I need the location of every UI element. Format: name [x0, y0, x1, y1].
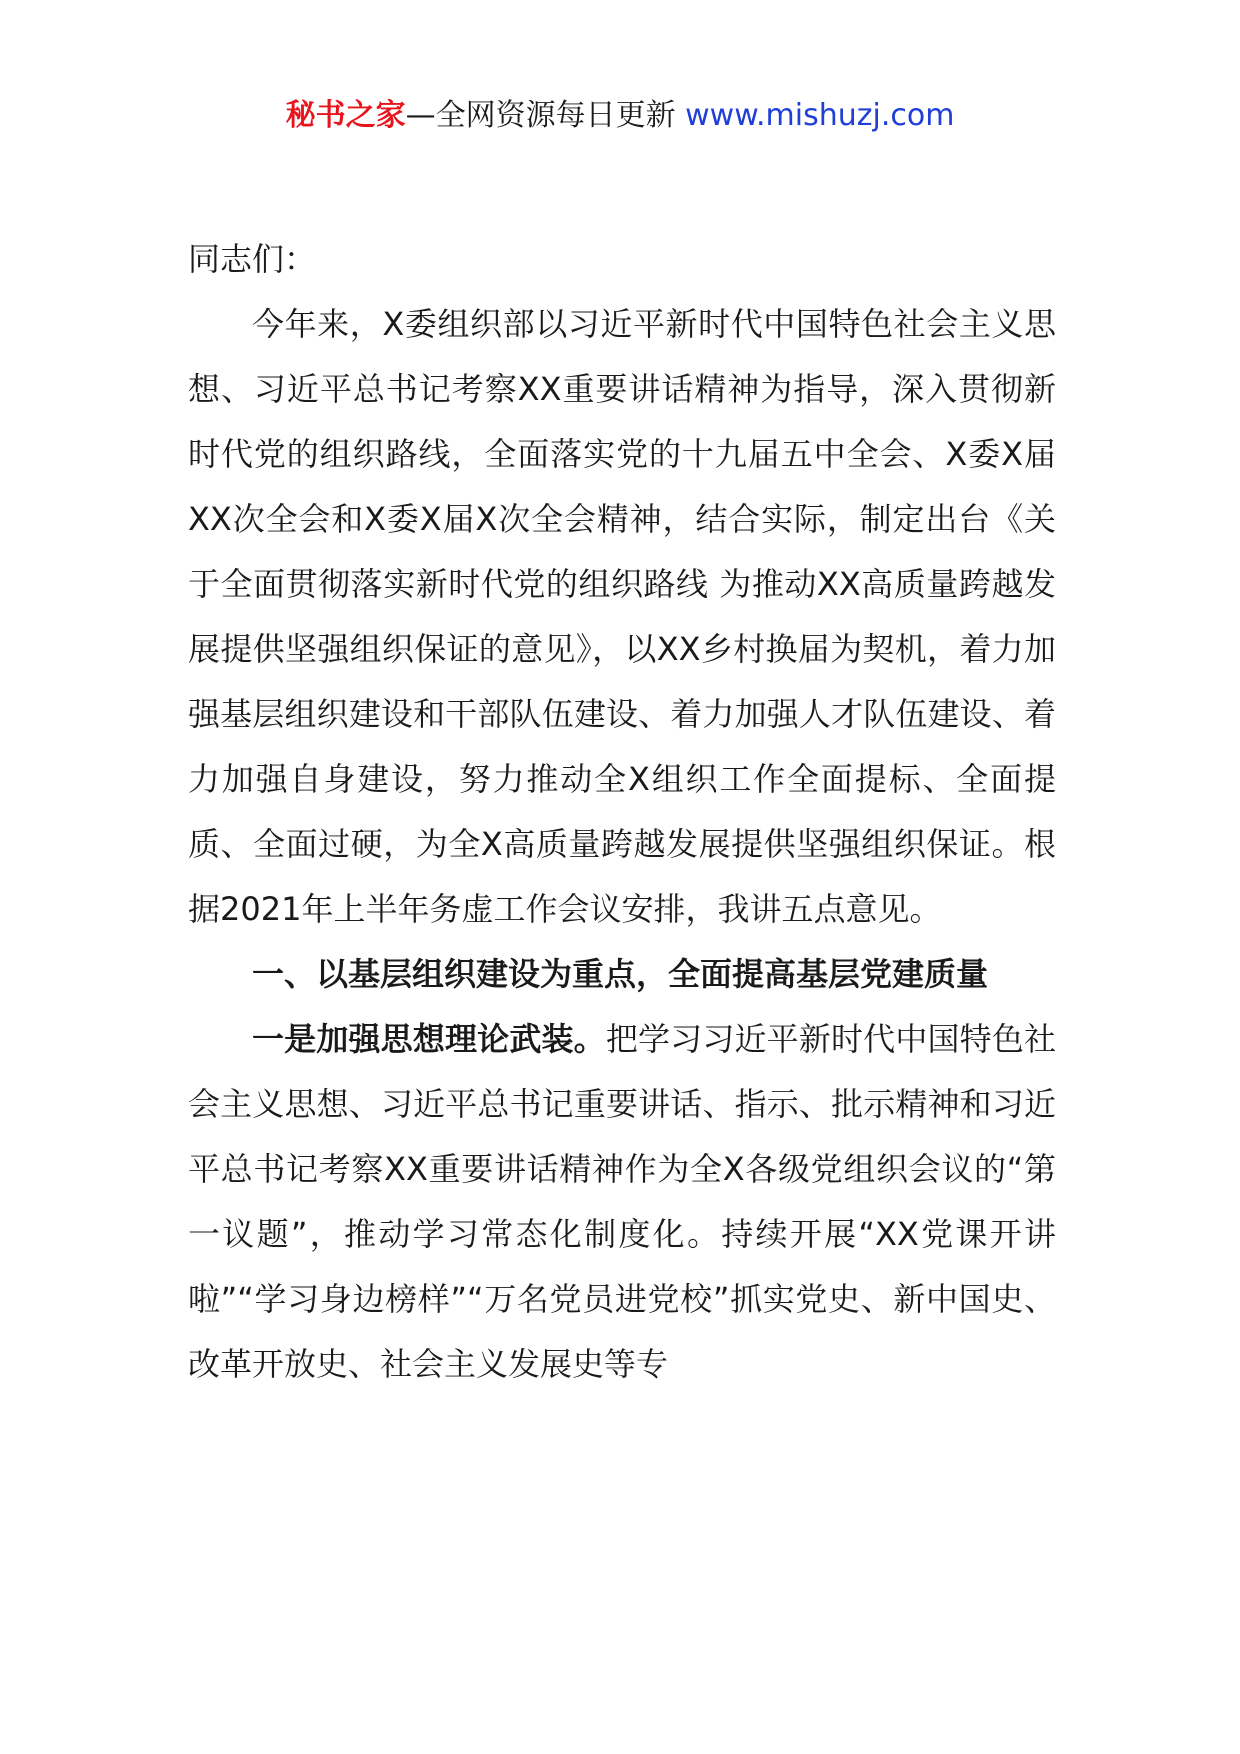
- intro-paragraph: 今年来，X委组织部以习近平新时代中国特色社会主义思想、习近平总书记考察XX重要讲话精神为指导，深入贯彻新时代党的组织路线，全面落实党的十九届五中全会、X委X届XX次全会和X委X届X次全会精神，结合实际，制定出台《关于全面贯彻落实新时代党的组织路线 为推动XX高质量跨越发展提供坚强组织保证的意见》，以XX乡村换届为契机，着力加强基层组织建设和干部队伍建设、着力加强人才队伍建设、着力加强自身建设，努力推动全X组织工作全面提标、全面提质、全面过硬，为全X高质量跨越发展提供坚强组织保证。根据2021年上半年务虚工作会议安排，我讲五点意见。: [188, 305, 1056, 928]
- greeting: 同志们：: [188, 240, 317, 278]
- point-lead: 一是加强思想理论武装。: [252, 1020, 606, 1058]
- section-heading: 一、以基层组织建设为重点，全面提高基层党建质量: [252, 955, 989, 993]
- site-url-link[interactable]: www.mishuzj.com: [685, 98, 955, 133]
- site-brand: 秘书之家: [285, 98, 406, 133]
- point-paragraph: [188, 1007, 1056, 1397]
- document-body: [188, 227, 1056, 1397]
- site-header: [0, 96, 1240, 136]
- point-body: 把学习习近平新时代中国特色社会主义思想、习近平总书记重要讲话、指示、批示精神和习近平总书记考察XX重要讲话精神作为全X各级党组织会议的“第一议题”，推动学习常态化制度化。持续开展“XX党课开讲啦”“学习身边榜样”“万名党员进党校”抓实党史、新中国史、改革开放史、社会主义发展史等专: [188, 1020, 1056, 1383]
- site-tagline: —全网资源每日更新: [405, 98, 686, 133]
